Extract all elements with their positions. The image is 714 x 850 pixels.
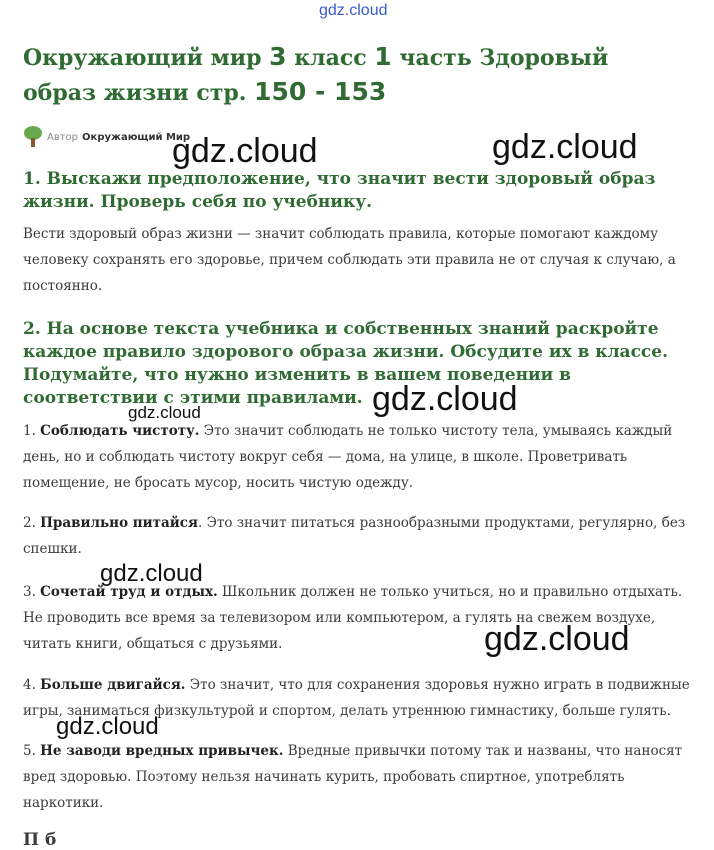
- title-text: класс: [286, 45, 375, 71]
- title-part: 1: [374, 42, 392, 71]
- title-grade: 3: [269, 42, 287, 71]
- question-1-heading: 1. Выскажи предположение, что значит вести здоровый образ жизни. Проверь себя по учебнику.: [23, 169, 656, 212]
- watermark: gdz.cloud: [100, 560, 203, 587]
- top-divider: [90, 20, 690, 22]
- watermark: gdz.cloud: [172, 132, 318, 170]
- author-name[interactable]: Окружающий Мир: [82, 131, 191, 143]
- rule-item: 5. Не заводи вредных привычек. Вредные привычки потому так и названы, что наносят вред здоровью. Поэтому нельзя начинать курить, пробовать спиртное, употреблять наркотики.: [23, 743, 683, 811]
- title-pages: 150 - 153: [254, 77, 387, 106]
- title-text: часть Здоровый образ жизни стр.: [23, 45, 609, 106]
- author-label: Автор: [47, 131, 79, 143]
- rule-item: 3. Сочетай труд и отдых. Школьник должен не только учиться, но и правильно отдыхать. Не проводить все время за телевизором или компьютером, а гулять на свежем воздухе, читать книги, общаться с друзьями.: [23, 584, 683, 652]
- question-2-heading: 2. На основе текста учебника и собственных знаний раскройте каждое правило здорового образа жизни. Обсудите их в классе. Подумайте, что нужно изменить в вашем поведении в соответствии с этими правилами.: [23, 319, 669, 408]
- page-title: [23, 40, 683, 110]
- watermark: gdz.cloud: [372, 380, 518, 418]
- watermark: gdz.cloud: [319, 2, 388, 19]
- watermark: gdz.cloud: [128, 403, 201, 422]
- next-section-heading: П б: [23, 830, 57, 850]
- tree-icon: [23, 126, 43, 148]
- question-1-answer: Вести здоровый образ жизни — значит соблюдать правила, которые помогают каждому человеку сохранять его здоровье, причем соблюдать эти правила не от случая к случаю, а постоянно.: [23, 226, 676, 294]
- watermark: gdz.cloud: [492, 128, 638, 166]
- rule-item: 4. Больше двигайся. Это значит, что для сохранения здоровья нужно играть в подвижные игры, заниматься физкультурой и спортом, делать утреннюю гимнастику, больше гулять.: [23, 677, 690, 719]
- watermark: gdz.cloud: [56, 713, 159, 740]
- rule-item: 2. Правильно питайся. Это значит питаться разнообразными продуктами, регулярно, без спешки.: [23, 515, 686, 557]
- watermark: gdz.cloud: [484, 620, 630, 658]
- author-line: [23, 126, 190, 148]
- title-text: Окружающий мир: [23, 45, 270, 71]
- rule-item: 1. Соблюдать чистоту. Это значит соблюдать не только чистоту тела, умываясь каждый день, но и соблюдать чистоту вокруг себя — дома, на улице, в школе. Проветривать помещение, не бросать мусор, носить чистую одежду.: [23, 423, 673, 491]
